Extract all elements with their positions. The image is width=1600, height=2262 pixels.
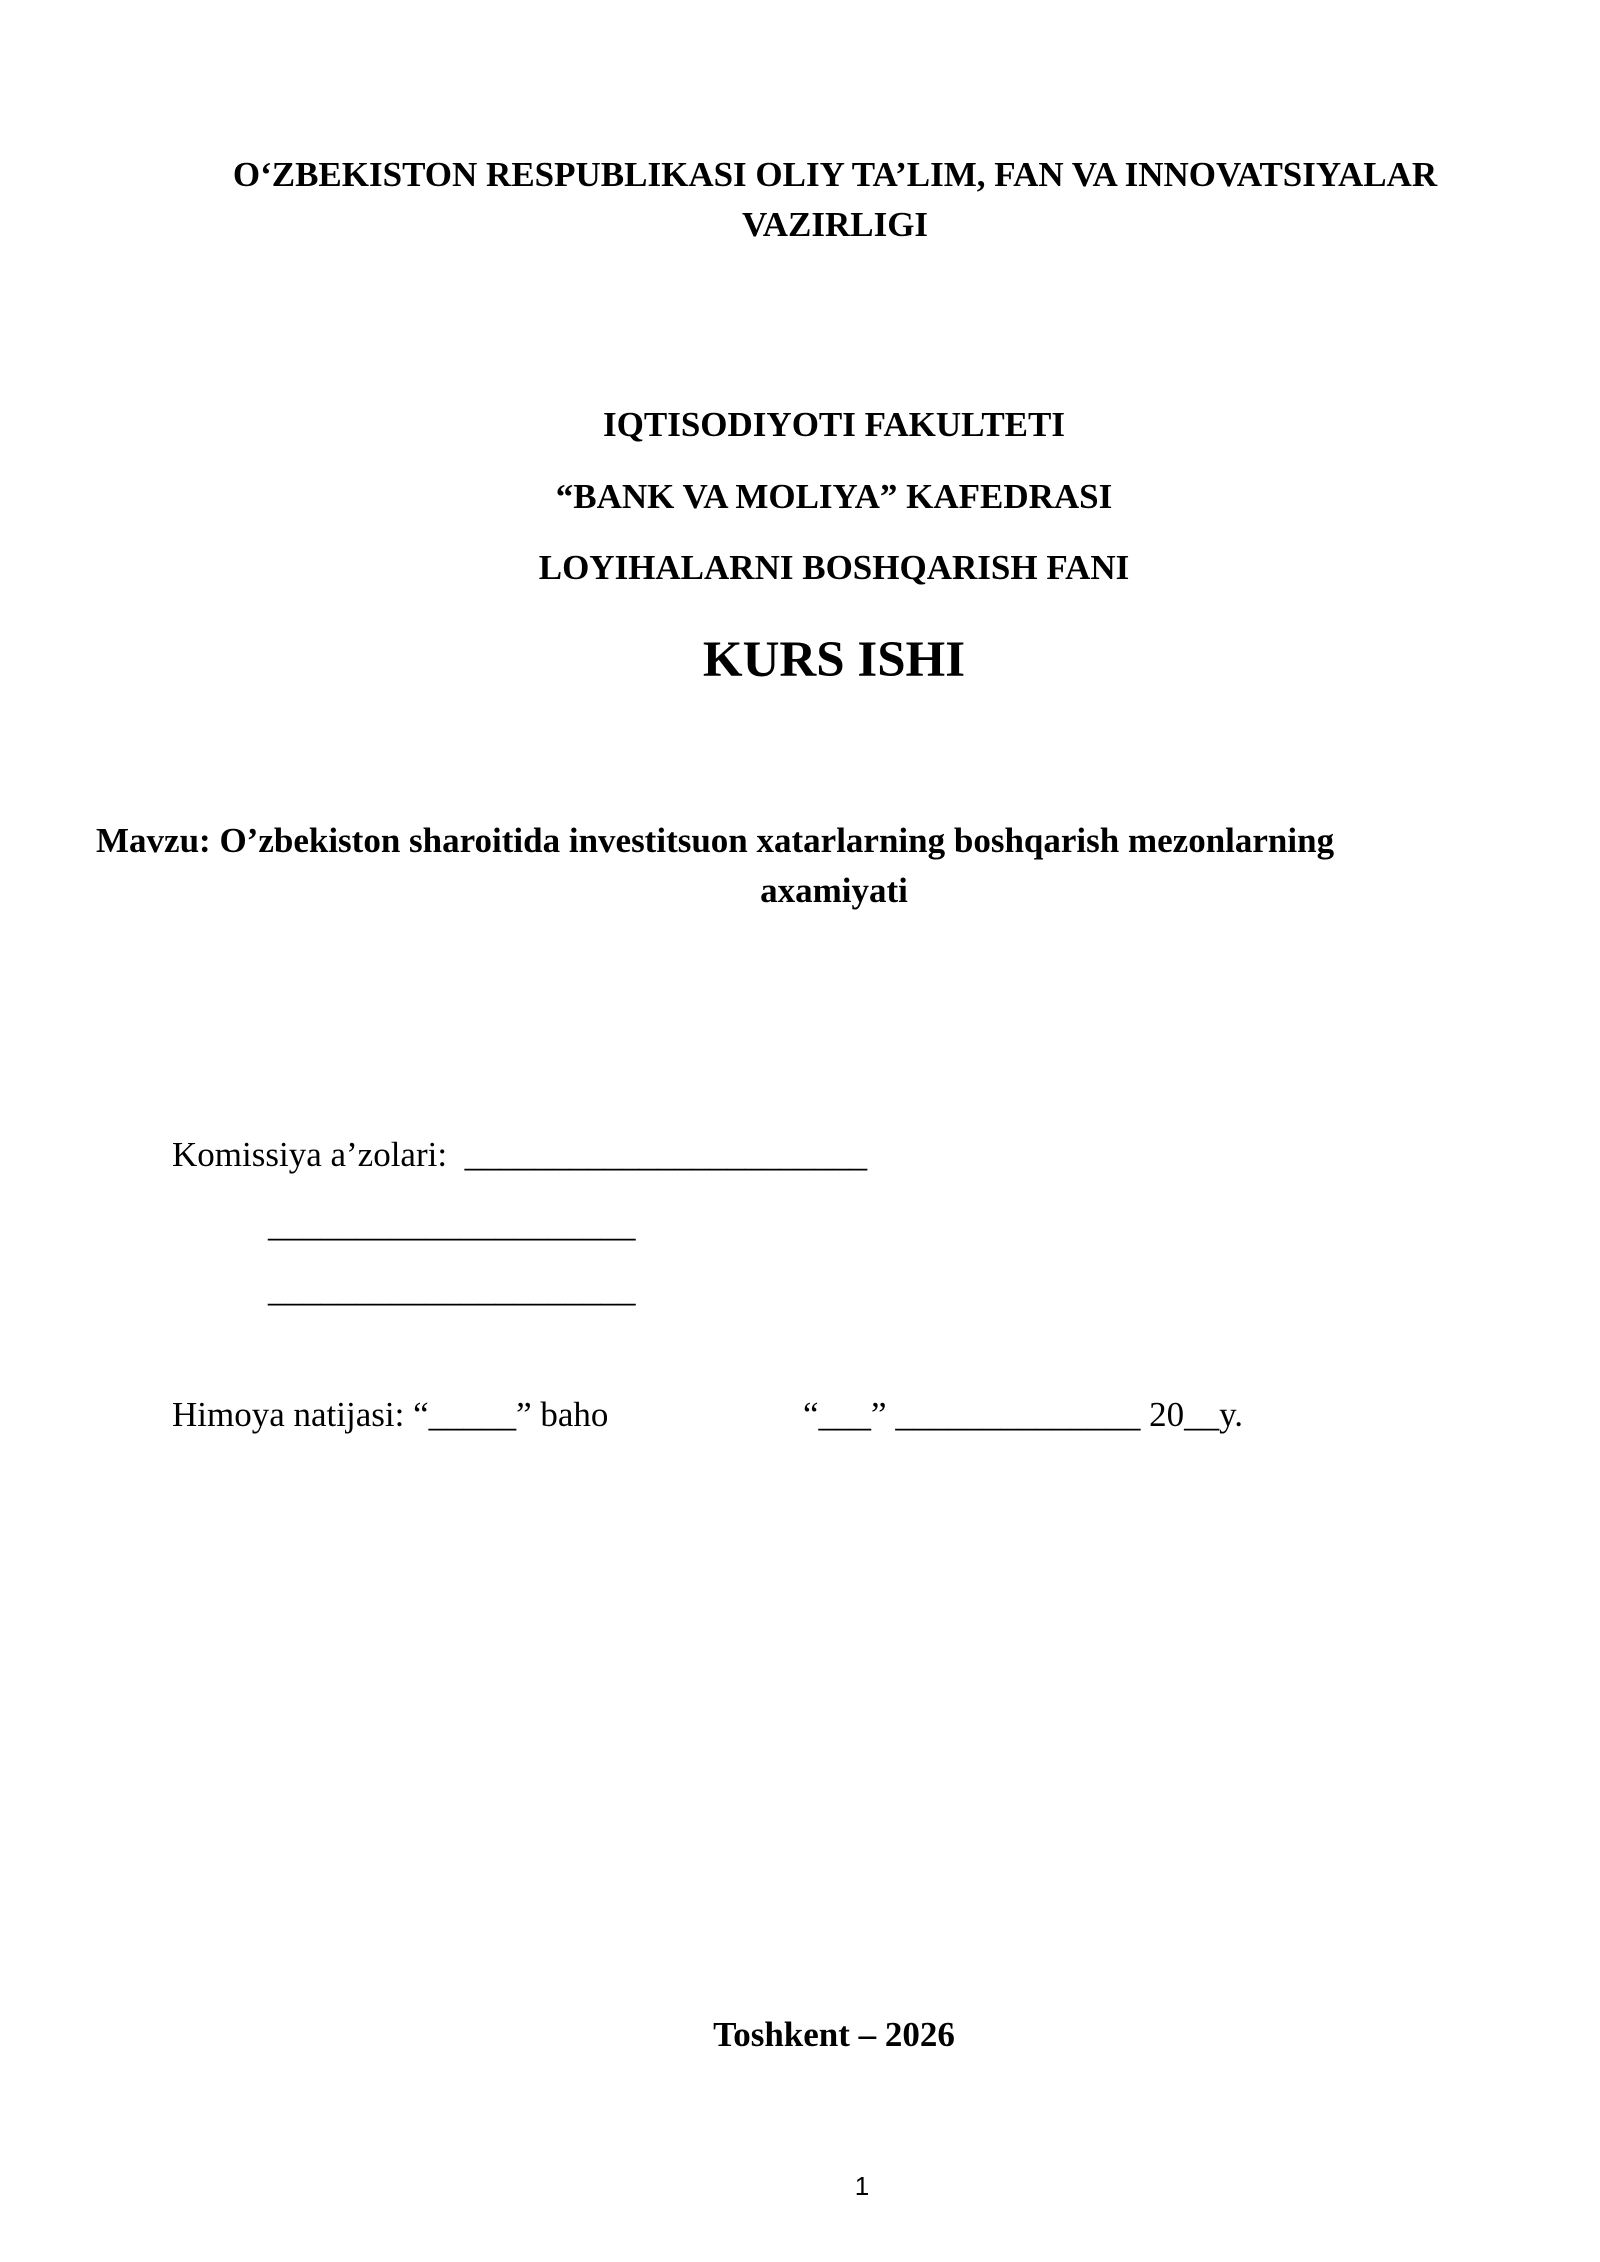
department-name: “BANK VA MOLIYA” KAFEDRASI bbox=[555, 477, 1113, 516]
commission-label: Komissiya a’zolari: bbox=[172, 1135, 448, 1174]
commission-line bbox=[172, 1130, 867, 1180]
subject-name: LOYIHALARNI BOSHQARISH FANI bbox=[538, 548, 1130, 587]
page-number: 1 bbox=[854, 2171, 870, 2201]
defense-result: Himoya natijasi: “_____” baho bbox=[172, 1395, 609, 1434]
commission-blank3: _____________________ bbox=[268, 1270, 636, 1309]
defense-date: “___” ______________ 20__y. bbox=[803, 1395, 1244, 1434]
ministry-title bbox=[170, 150, 1500, 250]
faculty-name: IQTISODIYOTI FAKULTETI bbox=[603, 405, 1065, 444]
topic-line1: Mavzu: O’zbekiston sharoitida investitsuon xatarlarning boshqarish mezonlarning bbox=[96, 821, 1335, 860]
topic-line2: axamiyati bbox=[760, 871, 908, 910]
commission-blank1: _______________________ bbox=[464, 1135, 868, 1174]
topic-block bbox=[96, 816, 1572, 916]
ministry-title-line2: VAZIRLIGI bbox=[741, 205, 929, 244]
work-type-title: KURS ISHI bbox=[702, 632, 966, 688]
city-year: Toshkent – 2026 bbox=[713, 2015, 955, 2054]
ministry-title-line1: O‘ZBEKISTON RESPUBLIKASI OLIY TA’LIM, FAN VA INNOVATSIYALAR bbox=[232, 155, 1438, 194]
commission-blank2: _____________________ bbox=[268, 1205, 636, 1244]
